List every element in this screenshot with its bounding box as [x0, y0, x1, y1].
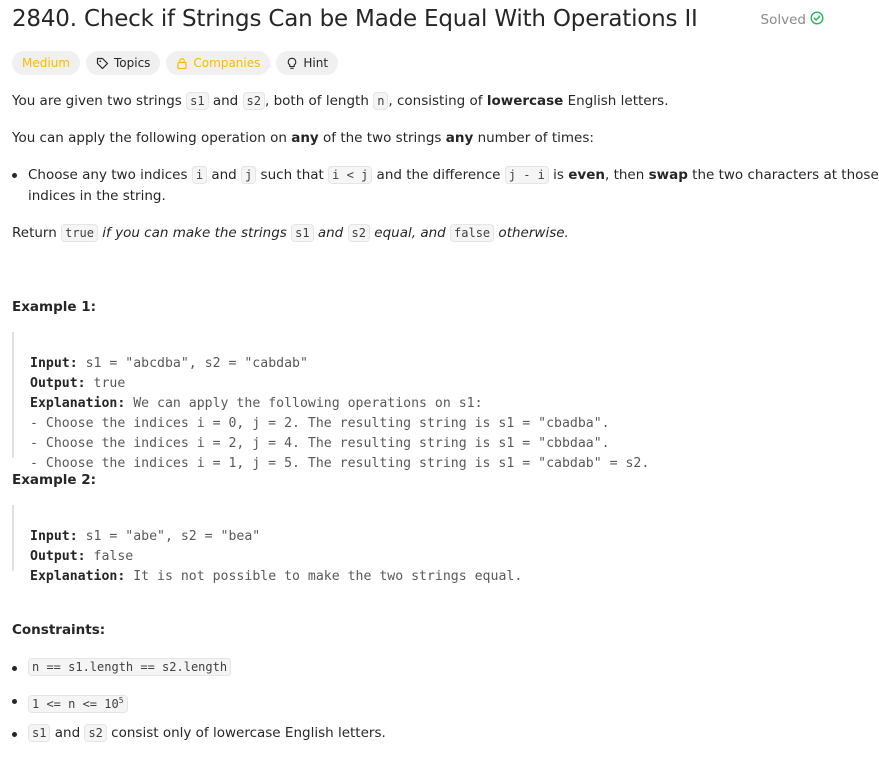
check-circle-icon: [810, 11, 824, 29]
example-2-heading: Example 2:: [12, 472, 97, 488]
hint-button[interactable]: Hint: [276, 51, 338, 75]
lock-icon: [176, 57, 188, 70]
operation-item: Choose any two indices i and j such that i < j and the difference j - i is even, then swap the two characters at those: [28, 167, 879, 183]
code-s2: s2: [243, 92, 265, 110]
constraint-2: $1 <= n <= 10^5$: [28, 690, 128, 715]
example-1-heading: Example 1:: [12, 299, 97, 315]
code-s1: s1: [186, 92, 208, 110]
solved-status: [761, 11, 824, 29]
constraints-heading: Constraints:: [12, 622, 106, 638]
desc-paragraph-2: You can apply the following operation on any of the two strings any number of times:: [12, 130, 594, 146]
companies-button[interactable]: Companies: [166, 51, 270, 75]
desc-paragraph-3: Return true if you can make the strings s1 and s2 equal, and false otherwise.: [12, 225, 569, 241]
lightbulb-icon: [286, 57, 298, 70]
bullet-dot: [12, 666, 17, 671]
bullet-dot: [12, 732, 17, 737]
constraint-1: n == s1.length == s2.length: [28, 657, 231, 678]
problem-title: 2840. Check if Strings Can be Made Equal With Operations II: [12, 6, 698, 32]
example-1-block: Input: s1 = "abcdba", s2 = "cabdab" Output: true Explanation: We can apply the following operations on s1: - Choose the indices i = 0, j = 2. The resulting string is s1 = "cbadba". - Choose the indices i = 2, j = 4. The resulting string is s1 = "cbbdaa". - Choose the indices i = 1, j = 5. The resulting string is s1 = "cabdab" = s2.: [12, 332, 649, 458]
tag-bar: [12, 51, 338, 75]
bullet-dot: [12, 699, 17, 704]
desc-paragraph-1: You are given two strings s1 and s2 , both of length n , consisting of lowercase English letters.: [12, 93, 669, 109]
bullet-dot: [12, 173, 17, 178]
topics-button[interactable]: Topics: [86, 51, 160, 75]
code-n: n: [373, 92, 388, 110]
difficulty-badge: Medium: [12, 51, 80, 75]
tag-icon: [96, 57, 109, 70]
operation-item-line2: indices in the string.: [28, 188, 166, 204]
example-2-block: Input: s1 = "abe", s2 = "bea" Output: false Explanation: It is not possible to make the two strings equal.: [12, 505, 522, 571]
solved-label: Solved: [760, 12, 806, 28]
constraint-3: s1 and s2 consist only of lowercase English letters.: [28, 723, 386, 744]
